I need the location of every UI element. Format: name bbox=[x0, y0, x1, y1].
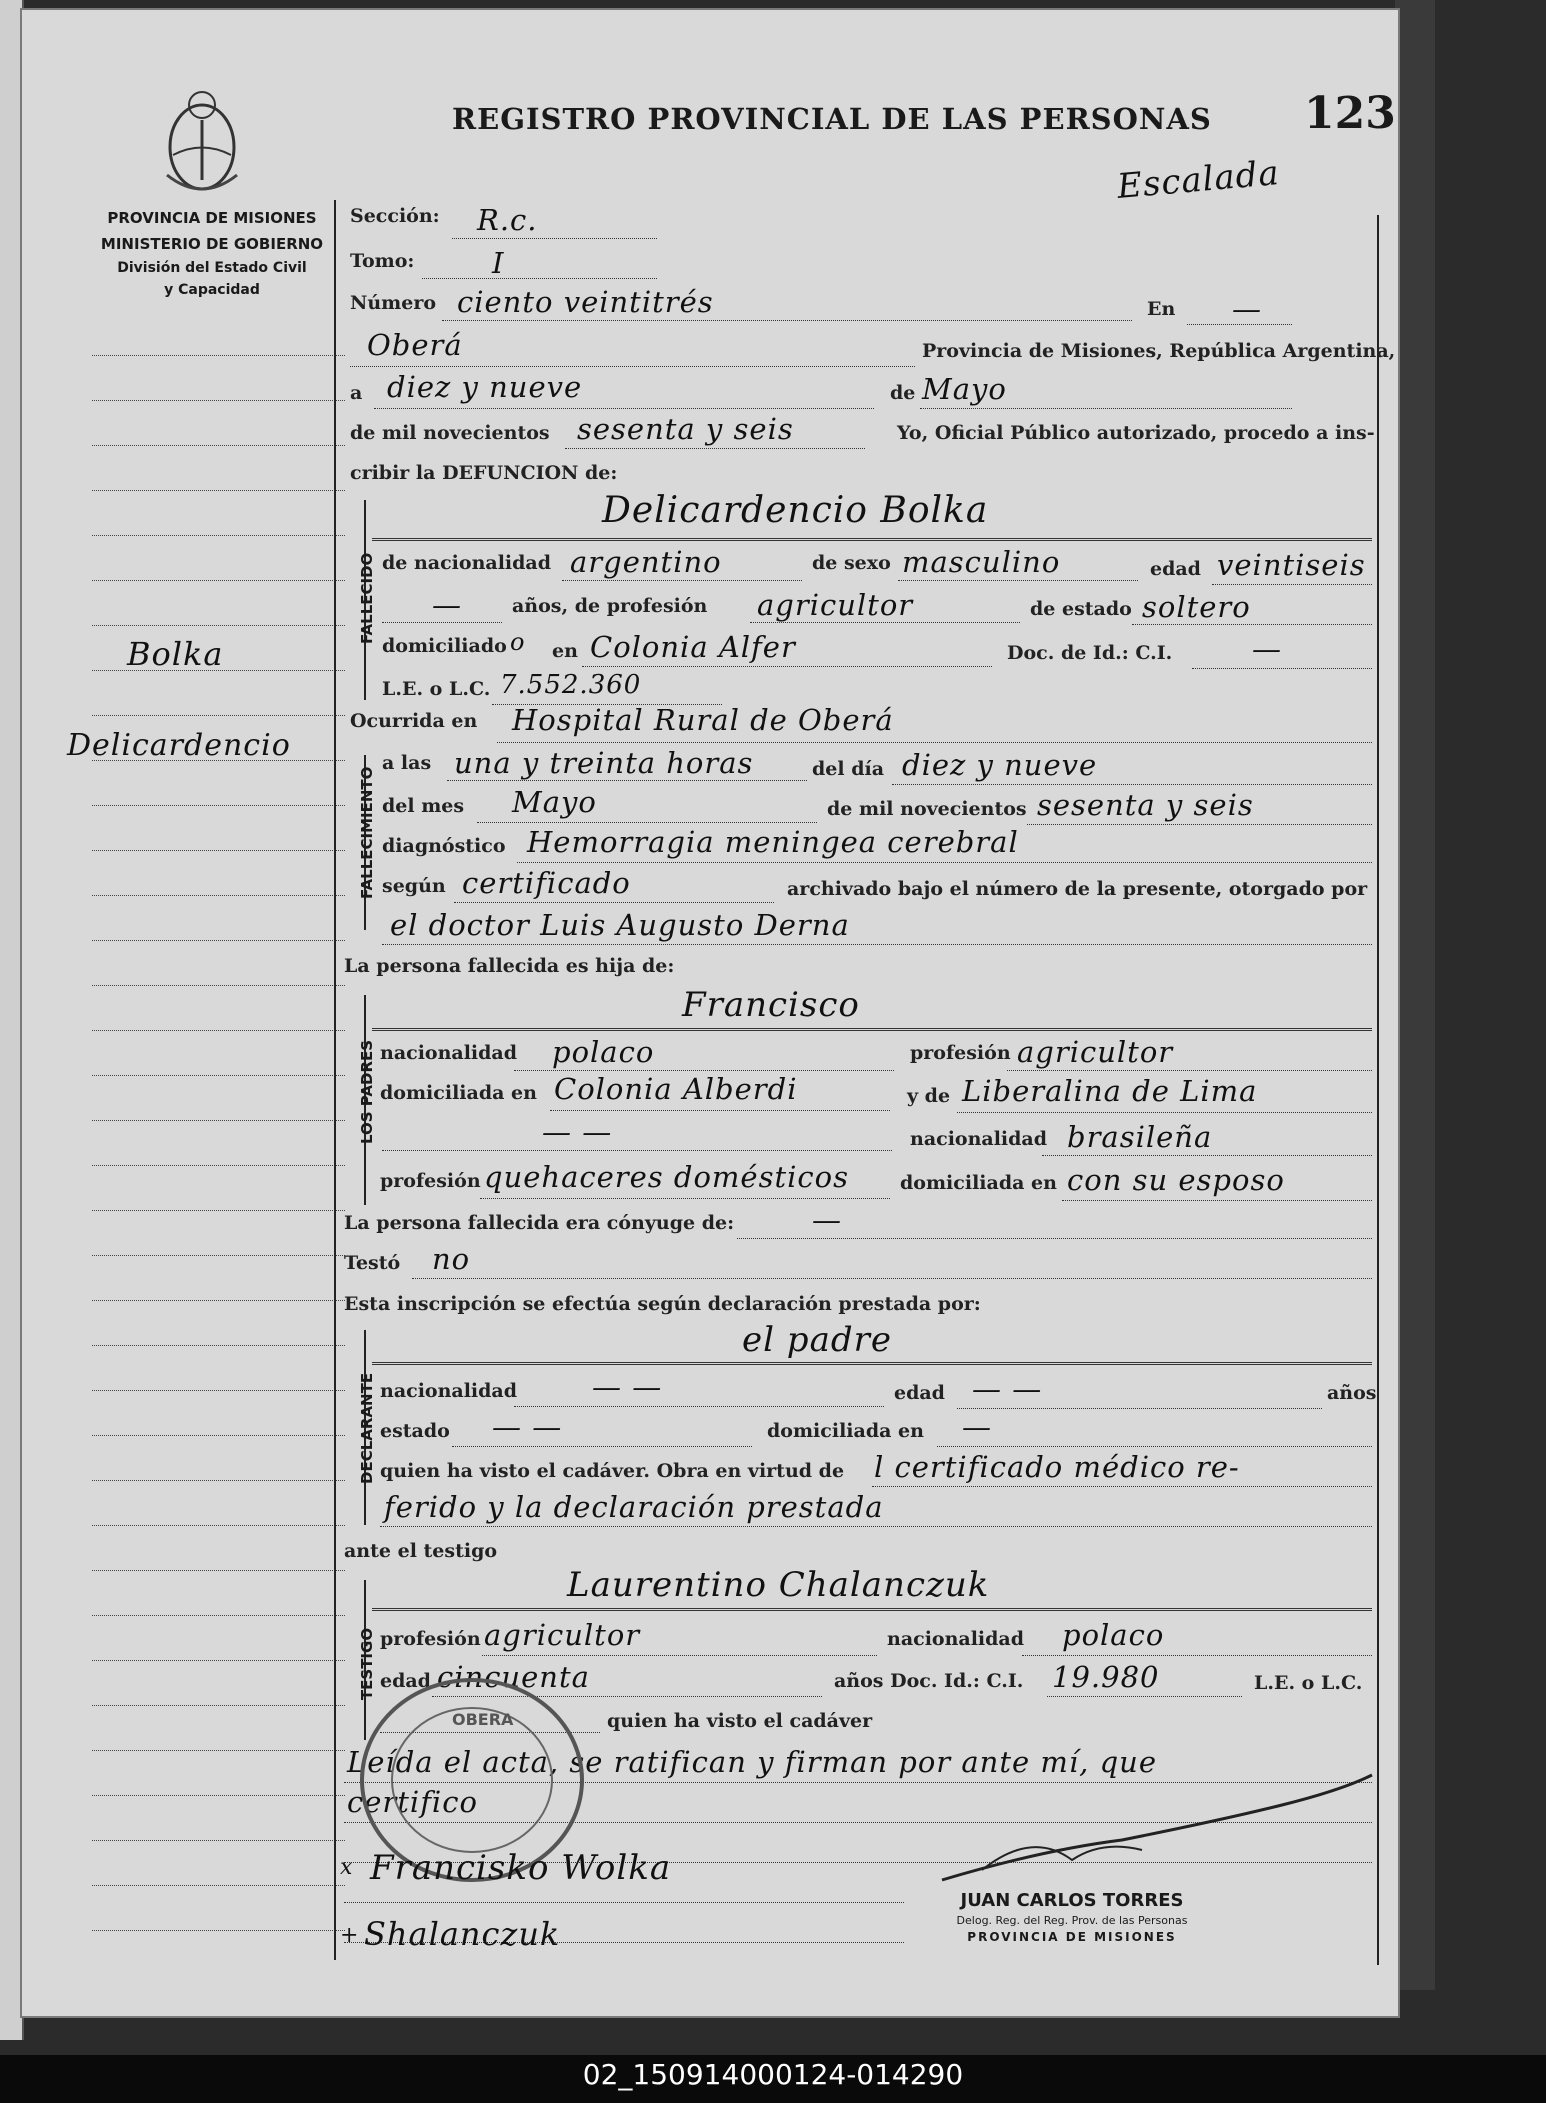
underline bbox=[514, 1406, 884, 1407]
official-title: Delog. Reg. del Reg. Prov. de las Personas bbox=[956, 1914, 1188, 1927]
testo-value: no bbox=[432, 1242, 471, 1276]
nac-madre-value: brasileña bbox=[1067, 1120, 1213, 1154]
sexo-value: masculino bbox=[902, 545, 1061, 579]
margin-line bbox=[92, 985, 345, 986]
underline bbox=[382, 1150, 892, 1151]
underline bbox=[442, 320, 1132, 321]
official-signature-scribble bbox=[922, 1770, 1382, 1890]
mother-dash: — — bbox=[542, 1115, 613, 1149]
underline bbox=[412, 1278, 1372, 1279]
underline bbox=[750, 622, 1020, 623]
division-label-2: y Capacidad bbox=[164, 282, 260, 298]
prof-testigo-value: agricultor bbox=[484, 1618, 641, 1652]
official-province: PROVINCIA DE MISIONES bbox=[967, 1930, 1177, 1944]
hora-value: una y treinta horas bbox=[454, 746, 754, 780]
anos-profesion-label: años, de profesión bbox=[512, 595, 708, 617]
margin-line bbox=[92, 535, 345, 536]
margin-line bbox=[92, 1525, 345, 1526]
margin-line bbox=[92, 1210, 345, 1211]
underline bbox=[1062, 1200, 1372, 1201]
margin-line bbox=[92, 400, 345, 401]
anos-declarante-label: años bbox=[1327, 1382, 1377, 1404]
margin-line bbox=[92, 1345, 345, 1346]
underline bbox=[344, 1902, 904, 1903]
father-name-line bbox=[372, 1028, 1372, 1031]
de-label: de bbox=[890, 382, 916, 404]
anio-value: sesenta y seis bbox=[577, 412, 794, 446]
del-dia-label: del día bbox=[812, 758, 885, 780]
margin-line bbox=[92, 850, 345, 851]
le-label: L.E. o L.C. bbox=[382, 678, 491, 700]
underline bbox=[422, 278, 657, 279]
underline bbox=[937, 1446, 1372, 1447]
underline bbox=[517, 862, 1372, 863]
prof-padre-label: profesión bbox=[910, 1042, 1011, 1064]
quien-declarante-label: quien ha visto el cadáver. Obra en virtud de bbox=[380, 1460, 845, 1482]
nac-padre-label: nacionalidad bbox=[380, 1042, 518, 1064]
declarante-line bbox=[372, 1362, 1372, 1365]
name-line bbox=[372, 538, 1372, 541]
ministry-label: MINISTERIO DE GOBIERNO bbox=[100, 235, 324, 253]
testigo-side-label: TESTIGO bbox=[358, 1627, 376, 1701]
margin-line bbox=[92, 1705, 345, 1706]
testigo-line bbox=[372, 1608, 1372, 1611]
margin-line bbox=[92, 490, 345, 491]
underline bbox=[550, 1110, 890, 1111]
underline bbox=[1007, 1070, 1372, 1071]
segun-label: según bbox=[382, 875, 446, 897]
margin-line bbox=[92, 805, 345, 806]
margin-line bbox=[92, 1120, 345, 1121]
underline bbox=[350, 366, 915, 367]
estado-value: soltero bbox=[1142, 590, 1251, 624]
dia2-value: diez y nueve bbox=[902, 748, 1098, 782]
underline bbox=[565, 448, 865, 449]
underline bbox=[562, 580, 802, 581]
nac-padre-value: polaco bbox=[552, 1035, 655, 1069]
underline bbox=[477, 822, 817, 823]
margin-line bbox=[92, 1255, 345, 1256]
file-id: 02_150914000124-014290 bbox=[582, 2058, 964, 2091]
le-testigo-label: L.E. o L.C. bbox=[1254, 1672, 1363, 1694]
declarante-value: el padre bbox=[742, 1320, 892, 1360]
segun-value: certificado bbox=[462, 866, 631, 900]
act-number: 123 bbox=[1304, 88, 1396, 139]
edad-declarante-label: edad bbox=[894, 1382, 945, 1404]
underline bbox=[957, 1408, 1322, 1409]
domiciliado-label: domiciliado bbox=[382, 635, 507, 657]
docid-label: Doc. de Id.: C.I. bbox=[1007, 642, 1173, 664]
underline bbox=[898, 580, 1138, 581]
profesion-value: agricultor bbox=[757, 588, 914, 622]
diagnostico-value: Hemorragia meningea cerebral bbox=[527, 825, 1019, 859]
tomo-value: I bbox=[492, 246, 505, 280]
margin-line bbox=[92, 1615, 345, 1616]
estado-declarante-label: estado bbox=[380, 1420, 450, 1442]
domic-madre-label: domiciliada en bbox=[900, 1172, 1057, 1194]
tomo-label: Tomo: bbox=[350, 250, 415, 272]
domicilio-en-label: en bbox=[552, 640, 578, 662]
seccion-label: Sección: bbox=[350, 205, 440, 227]
margin-line bbox=[92, 940, 345, 941]
underline bbox=[454, 902, 774, 903]
underline bbox=[482, 1655, 877, 1656]
estado-declarante-value: — — bbox=[492, 1410, 563, 1444]
anos-testigo-label: años Doc. Id.: C.I. bbox=[834, 1670, 1024, 1692]
margin-line bbox=[92, 625, 345, 626]
lugar-value: Oberá bbox=[367, 328, 463, 362]
margin-line bbox=[92, 1390, 345, 1391]
underline bbox=[1132, 624, 1372, 625]
margin-line bbox=[92, 445, 345, 446]
numero-value: ciento veintitrés bbox=[457, 285, 714, 319]
book-binding bbox=[1395, 0, 1435, 1990]
underline bbox=[452, 238, 657, 239]
domicilio-value: Colonia Alfer bbox=[590, 630, 796, 664]
margin-surname: Bolka bbox=[127, 635, 224, 673]
domic-padre-value: Colonia Alberdi bbox=[554, 1072, 798, 1106]
de-mil-label: de mil novecientos bbox=[350, 422, 550, 444]
obra2-value: ferido y la declaración prestada bbox=[384, 1490, 884, 1524]
margin-line bbox=[92, 1750, 345, 1751]
inscribir-label: cribir la DEFUNCION de: bbox=[350, 462, 618, 484]
margin-line bbox=[92, 1660, 345, 1661]
official-name: JUAN CARLOS TORRES bbox=[960, 1890, 1184, 1911]
underline bbox=[582, 666, 992, 667]
seccion-value: R.c. bbox=[477, 203, 538, 237]
testigo-signature: Shalanczuk bbox=[364, 1915, 561, 1953]
testigo-name: Laurentino Chalanczuk bbox=[567, 1565, 990, 1605]
nac-testigo-value: polaco bbox=[1062, 1618, 1165, 1652]
sexo-label: de sexo bbox=[812, 552, 891, 574]
fallecido-side-label: FALLECIDO bbox=[358, 552, 376, 644]
archivado-label: archivado bajo el número de la presente, otorgado por bbox=[787, 878, 1368, 900]
obra-value: l certificado médico re- bbox=[874, 1450, 1240, 1484]
quien-testigo-label: quien ha visto el cadáver bbox=[607, 1710, 873, 1732]
deceased-name: Delicardencio Bolka bbox=[602, 490, 989, 531]
underline bbox=[1022, 1655, 1372, 1656]
domic-padre-label: domiciliada en bbox=[380, 1082, 537, 1104]
en-value: — bbox=[1232, 292, 1262, 326]
prof-madre-value: quehaceres domésticos bbox=[484, 1160, 849, 1194]
diagnostico-label: diagnóstico bbox=[382, 835, 506, 857]
a-label: a bbox=[350, 382, 363, 404]
fallecimiento-side-label: FALLECIMIENTO bbox=[358, 766, 376, 899]
de-mil2-label: de mil novecientos bbox=[827, 798, 1027, 820]
edad-dash: — bbox=[432, 588, 462, 622]
division-label: División del Estado Civil bbox=[117, 260, 307, 276]
underline bbox=[1047, 1696, 1242, 1697]
province-label: PROVINCIA DE MISIONES bbox=[107, 209, 317, 227]
provincia-label: Provincia de Misiones, República Argentina, bbox=[922, 340, 1396, 362]
underline bbox=[737, 1238, 1372, 1239]
conyuge-value: — bbox=[812, 1203, 842, 1237]
underline bbox=[872, 1486, 1372, 1487]
margin-line bbox=[92, 1570, 345, 1571]
edad-testigo-value: cincuenta bbox=[437, 1660, 590, 1694]
edad-label: edad bbox=[1150, 558, 1201, 580]
prof-testigo-label: profesión bbox=[380, 1628, 481, 1650]
del-mes-label: del mes bbox=[382, 795, 465, 817]
underline bbox=[497, 742, 1372, 743]
signature-mark-2: + bbox=[340, 1923, 360, 1948]
margin-line bbox=[92, 355, 345, 356]
testo-label: Testó bbox=[344, 1252, 401, 1274]
padres-side-label: LOS PADRES bbox=[358, 1039, 376, 1144]
underline bbox=[452, 1446, 752, 1447]
conyuge-label: La persona fallecida era cónyuge de: bbox=[344, 1212, 735, 1234]
leida-text: Leída el acta, se ratifican y firman por ante mí, que bbox=[347, 1745, 1157, 1779]
coat-of-arms-icon bbox=[157, 85, 247, 200]
corner-signature: Escalada bbox=[1115, 152, 1282, 208]
alas-label: a las bbox=[382, 752, 432, 774]
prof-padre-value: agricultor bbox=[1017, 1035, 1174, 1069]
ocurrida-value: Hospital Rural de Oberá bbox=[512, 703, 894, 737]
margin-line bbox=[92, 1300, 345, 1301]
mes-value: Mayo bbox=[922, 372, 1007, 406]
margin-line bbox=[92, 1885, 345, 1886]
domiciliado-suffix: o bbox=[510, 628, 526, 656]
docid-value: — bbox=[1252, 632, 1282, 666]
nac-declarante-label: nacionalidad bbox=[380, 1380, 518, 1402]
anio2-value: sesenta y seis bbox=[1037, 788, 1254, 822]
underline bbox=[1192, 668, 1372, 669]
underline bbox=[892, 784, 1372, 785]
declarante-signature: Francisko Wolka bbox=[370, 1848, 672, 1888]
underline bbox=[514, 1070, 894, 1071]
estado-label: de estado bbox=[1030, 598, 1132, 620]
underline bbox=[382, 622, 502, 623]
hija-label: La persona fallecida es hija de: bbox=[344, 955, 675, 977]
ci-testigo-value: 19.980 bbox=[1052, 1660, 1160, 1694]
underline bbox=[1212, 584, 1372, 585]
underline bbox=[374, 408, 874, 409]
mes2-value: Mayo bbox=[512, 785, 597, 819]
underline bbox=[480, 1198, 890, 1199]
margin-line bbox=[92, 895, 345, 896]
le-value: 7.552.360 bbox=[500, 670, 642, 700]
margin-given-name: Delicardencio bbox=[67, 728, 291, 763]
column-divider bbox=[334, 200, 336, 1960]
underline bbox=[1042, 1155, 1372, 1156]
margin-line bbox=[92, 1435, 345, 1436]
margin-line bbox=[92, 1795, 345, 1796]
edad-declarante-value: — — bbox=[972, 1372, 1043, 1406]
ocurrida-label: Ocurrida en bbox=[350, 710, 478, 732]
margin-line bbox=[92, 1030, 345, 1031]
underline bbox=[380, 1526, 1372, 1527]
domic-declarante-value: — bbox=[962, 1410, 992, 1444]
domic-declarante-label: domiciliada en bbox=[767, 1420, 924, 1442]
yde-label: y de bbox=[907, 1085, 951, 1107]
nac-declarante-value: — — bbox=[592, 1370, 663, 1404]
declarante-side-label: DECLARANTE bbox=[358, 1372, 376, 1484]
edad-testigo-label: edad bbox=[380, 1670, 431, 1692]
page-title: REGISTRO PROVINCIAL DE LAS PERSONAS bbox=[452, 102, 1212, 136]
margin-line bbox=[92, 580, 345, 581]
underline bbox=[447, 780, 807, 781]
numero-label: Número bbox=[350, 292, 437, 314]
underline bbox=[382, 944, 1372, 945]
doctor-value: el doctor Luis Augusto Derna bbox=[390, 908, 850, 942]
margin-line bbox=[92, 1840, 345, 1841]
underline bbox=[920, 408, 1292, 409]
certifico-text: certifico bbox=[347, 1785, 478, 1819]
ante-label: ante el testigo bbox=[344, 1540, 498, 1562]
header-province-block bbox=[62, 205, 362, 301]
nac-testigo-label: nacionalidad bbox=[887, 1628, 1025, 1650]
margin-line bbox=[92, 715, 345, 716]
domic-madre-value: con su esposo bbox=[1067, 1163, 1285, 1197]
underline bbox=[1027, 824, 1372, 825]
right-border bbox=[1377, 215, 1379, 1965]
nacionalidad-value: argentino bbox=[570, 545, 722, 579]
nacionalidad-label: de nacionalidad bbox=[382, 552, 552, 574]
father-name: Francisco bbox=[682, 985, 860, 1025]
yo-label: Yo, Oficial Público autorizado, procedo a ins- bbox=[897, 422, 1375, 444]
prof-madre-label: profesión bbox=[380, 1170, 481, 1192]
mother-name: Liberalina de Lima bbox=[962, 1074, 1258, 1108]
registry-page bbox=[20, 8, 1400, 2018]
edad-value: veintiseis bbox=[1217, 548, 1366, 582]
nac-madre-label: nacionalidad bbox=[910, 1128, 1048, 1150]
en-label: En bbox=[1147, 298, 1176, 320]
dia-value: diez y nueve bbox=[387, 370, 583, 404]
underline bbox=[957, 1112, 1372, 1113]
inscripcion-label: Esta inscripción se efectúa según declaración prestada por: bbox=[344, 1293, 981, 1315]
margin-line bbox=[92, 1165, 345, 1166]
margin-line bbox=[92, 1480, 345, 1481]
stamp-text: OBERA bbox=[452, 1710, 514, 1729]
margin-line bbox=[92, 1930, 345, 1931]
margin-line bbox=[92, 1075, 345, 1076]
signature-mark-1: x bbox=[340, 1855, 354, 1880]
